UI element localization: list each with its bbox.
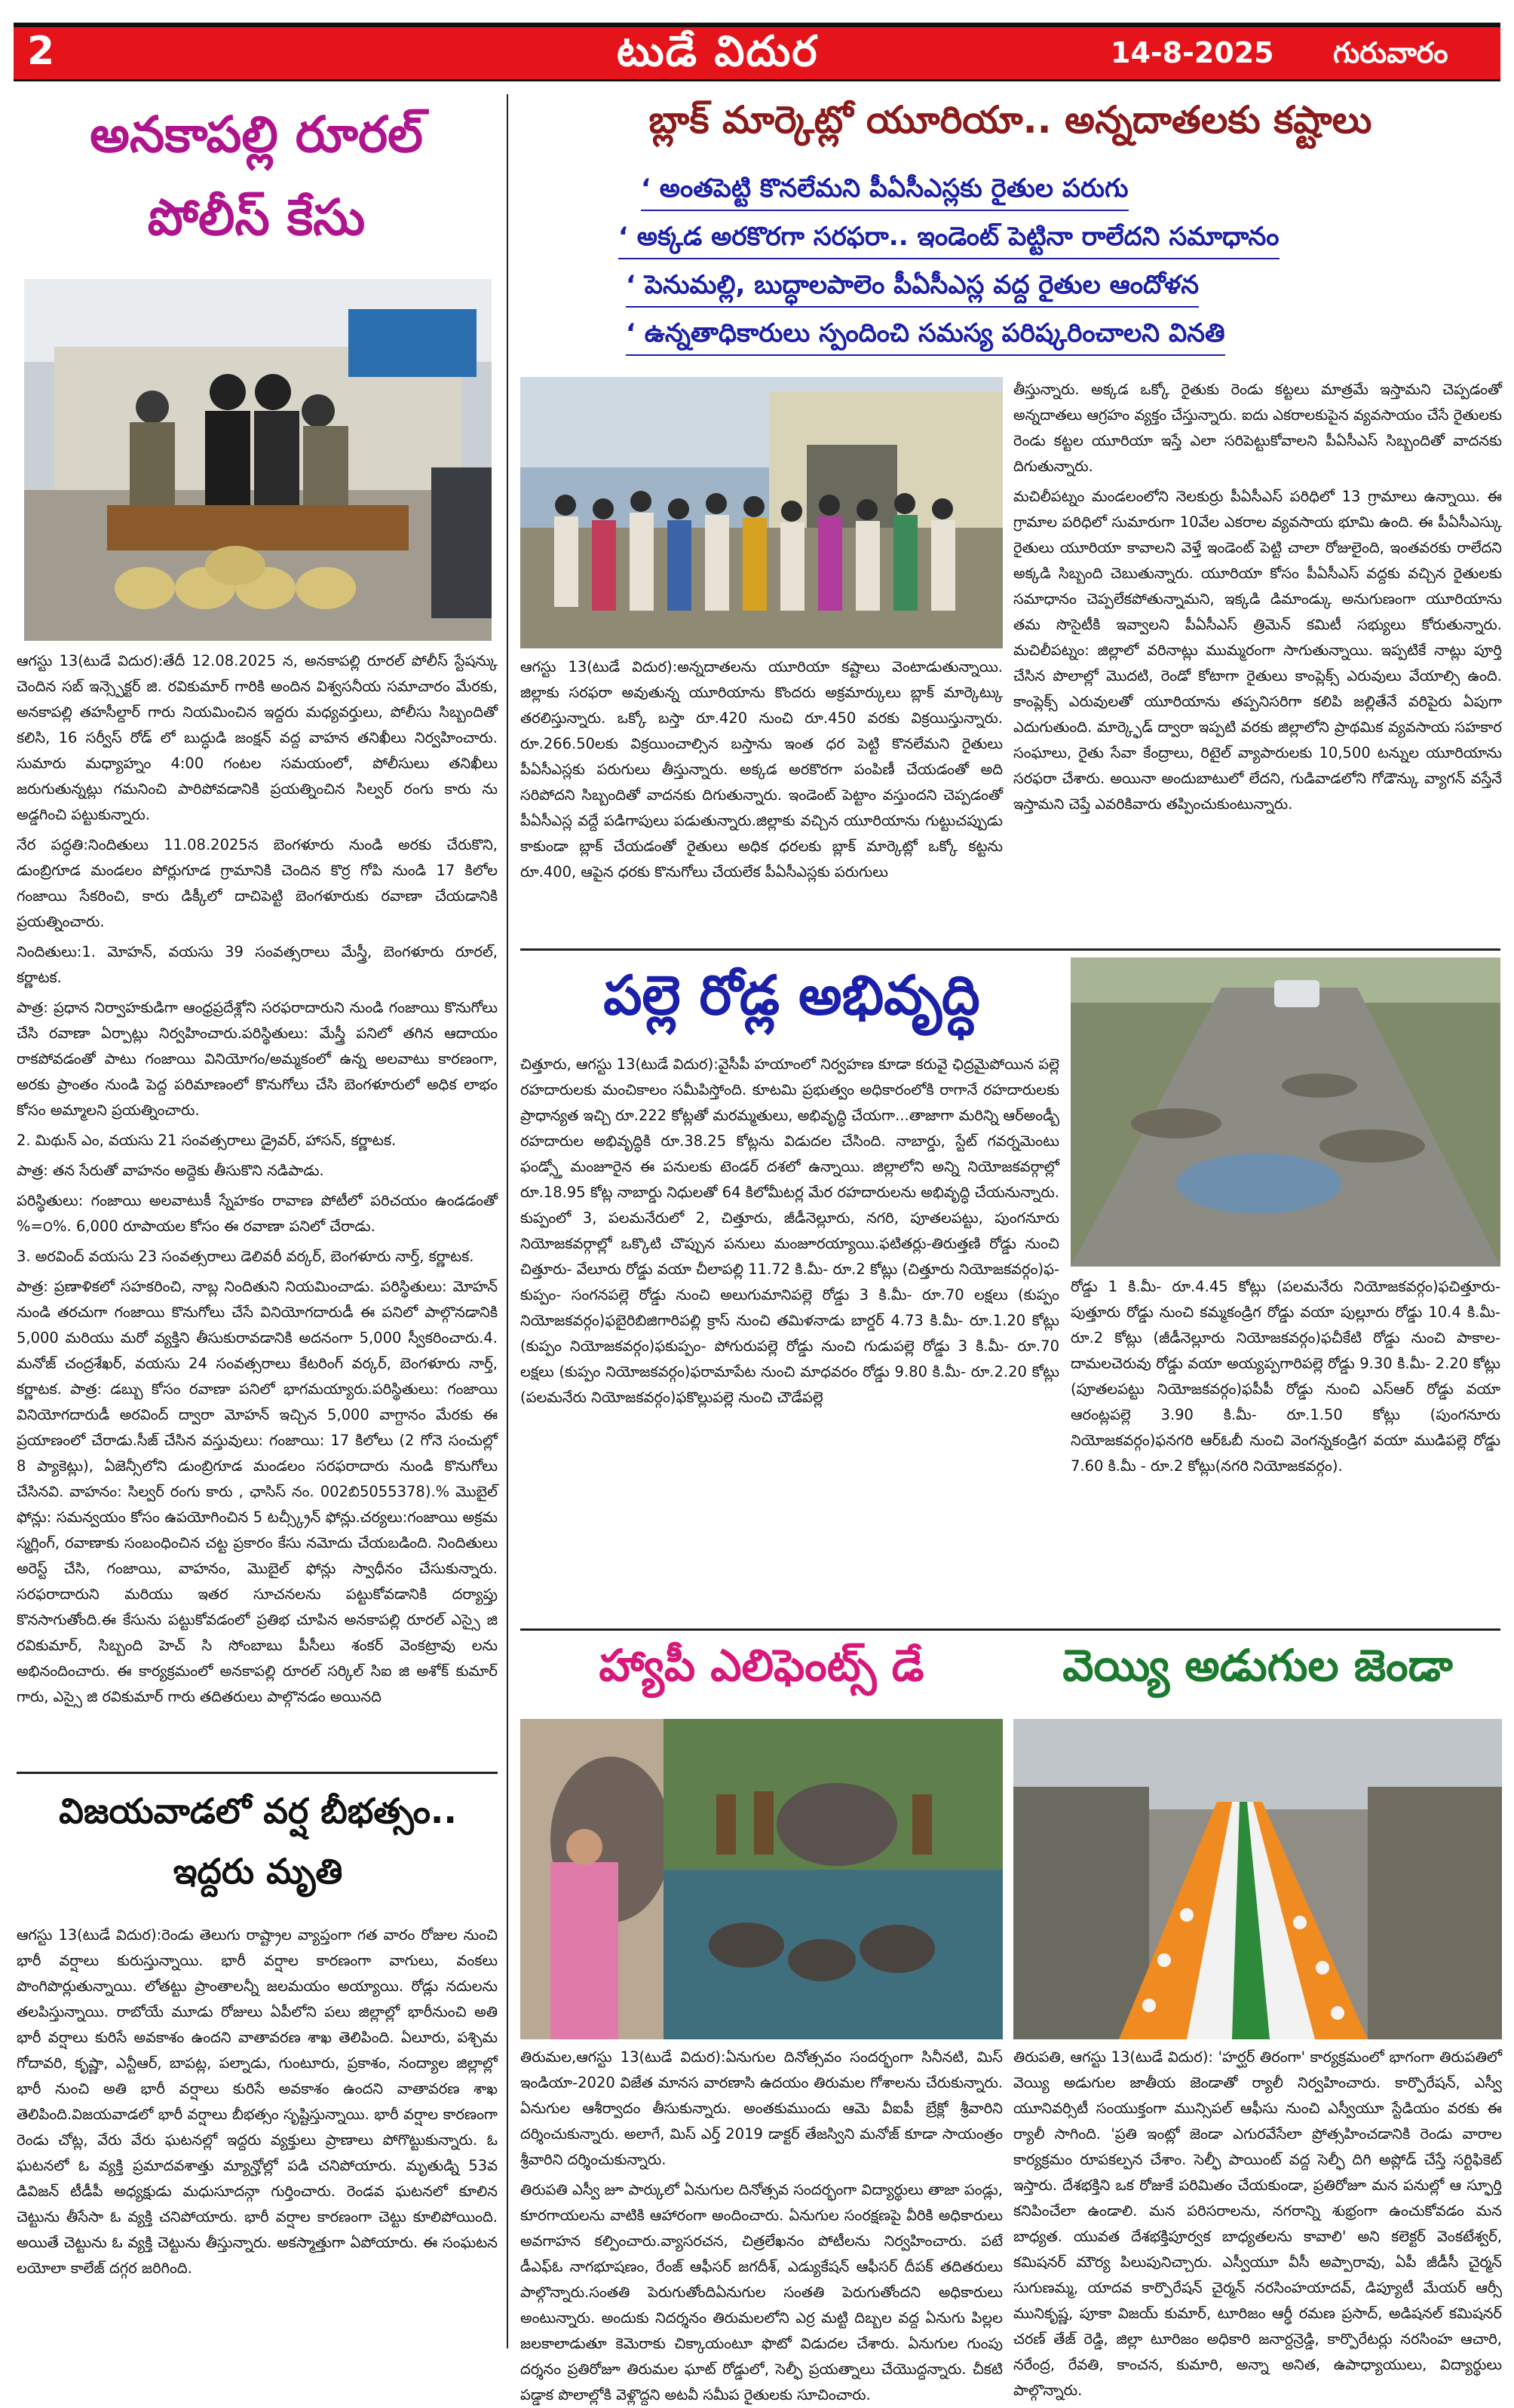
urea-body-left bbox=[520, 654, 1003, 941]
urea-subhead-3: ‘ పెనుమల్లి, బుద్ధాలపాలెం పీఏసీఎస్ల వద్ద రైతుల ఆందోళన bbox=[626, 270, 1199, 308]
rain-body bbox=[17, 1922, 498, 2345]
urea-photo-illustration bbox=[520, 377, 1003, 648]
flag-photo bbox=[1013, 1719, 1502, 2039]
urea-subhead-4: ‘ ఉన్నతాధికారులు స్పందించి సమస్య పరిష్కరించాలని వినతి bbox=[626, 318, 1225, 356]
rain-headline-line2: ఇద్దరు మృతి bbox=[173, 1851, 343, 1892]
flag-photo-illustration bbox=[1013, 1719, 1502, 2039]
police-para-1: ఆగస్టు 13(టుడే విదుర):తేదీ 12.08.2025 న, అనకాపల్లి రూరల్ పోలీస్ స్టేషన్కు చెందిన సబ్ ఇన్స్పెక్టర్ జి. రవికుమార్ గారికి అందిన విశ్వసనీయ సమాచారం మేరకు, అనకాపల్లి తహసీల్దార్ గారు నియమించిన ఇద్దరు మధ్యవర్తులు, పోలీసు సిబ్బందితో కలిసి, 16 సర్వీస్ రోడ్ లో బుద్ధుడి జంక్షన్ వద్ద వాహన తనిఖీలు నిర్వహించారు. సుమారు మధ్యాహ్నం 4:00 గంటల సమయంలో, పోలీసులు తనిఖీలు జరుగుతున్నట్లు గమనించి పారిపోవడానికి ప్రయత్నించిన సిల్వర్ రంగు కారు ను అడ్డగించి పట్టుకున్నారు. bbox=[17, 652, 498, 823]
police-para-6: పాత్ర: తన సేరుతో వాహనం అద్దెకు తీసుకొని నడిపాడు. bbox=[17, 1162, 324, 1179]
elephants-para-1: తిరుమల,ఆగస్టు 13(టుడే విదుర):ఏనుగుల దినోత్సవం సందర్భంగా సినీనటి, మిస్ ఇండియా-2020 విజేత మానస వారణాసి ఉదయం తిరుమల గోశాలను చేరుకున్నారు. ఏనుగుల ఆశీర్వాదం తీసుకున్నారు. అంతకుముందు ఆమె వీఐపీ బ్రేక్లో శ్రీవారిని దర్శించుకున్నారు. అలాగే, మిస్ ఎర్త్ 2019 డాక్టర్ తేజస్విని మనోజ్ కూడా సాయంత్రం శ్రీవారిని దర్శించుకున్నారు. bbox=[520, 2048, 1003, 2168]
urea-subheads bbox=[618, 173, 1485, 366]
masthead-bar bbox=[14, 23, 1500, 81]
elephants-body bbox=[520, 2045, 1003, 2403]
issue-date: 14-8-2025 bbox=[1111, 36, 1274, 69]
urea-left-para-1: ఆగస్టు 13(టుడే విదుర):అన్నదాతలను యూరియా కష్టాలు వెంటాడుతున్నాయి. జిల్లాకు సరఫరా అవుతున్న యూరియాను కొందరు అక్రమార్కులు బ్లాక్ మార్కెట్కు తరలిస్తున్నారు. ఒక్కో బస్తా రూ.420 నుంచి రూ.450 వరకు విక్రయిస్తున్నారు. రూ.266.50లకు విక్రయించాల్సిన బస్తాను ఇంత ధర పెట్టి కొనలేమని రైతులు పీఏసీఎస్లకు పరుగులు తీస్తున్నారు. అక్కడ అరకొరగా పంపిణీ చేయడంతో అది సరిపోదని సిబ్బందితో వాదనకు దిగుతున్నారు. ఇండెంట్ పెట్టాం వస్తుందని చెప్పడంతో పీఏసీఎస్ల వద్దే పడిగాపులు పడుతున్నారు.జిల్లాకు వచ్చిన యూరియాను గుట్టుచప్పుడు కాకుండా బ్లాక్ చేయడంతో రైతులు అధిక ధరలకు బ్లాక్ మార్కెట్లో ఒక్కో కట్టను రూ.400, ఆపైన ధరకు కొనుగోలు చేయలేక పీఏసీఎస్లకు పరుగులు bbox=[520, 658, 1003, 881]
page-number: 2 bbox=[27, 29, 55, 74]
police-para-5: 2. మిథున్ ఎం, వయసు 21 సంవత్సరాలు డ్రైవర్, హాసన్, కర్ణాటక. bbox=[17, 1132, 397, 1149]
police-photo bbox=[24, 279, 492, 641]
paper-name: టుడే విదుర bbox=[617, 27, 819, 76]
roads-body-right bbox=[1071, 1274, 1500, 1621]
police-para-3: నిందితులు:1. మోహన్, వయసు 39 సంవత్సరాలు మేస్త్రీ, బెంగళూరు రూరల్, కర్ణాటక. bbox=[17, 943, 498, 986]
elephants-photo-illustration bbox=[520, 1719, 1003, 2039]
urea-right-para-1: తీస్తున్నారు. అక్కడ ఒక్కో రైతుకు రెండు కట్టలు మాత్రమే ఇస్తామని చెప్పడంతో అన్నదాతలు ఆగ్రహం వ్యక్తం చేస్తున్నారు. ఐదు ఎకరాలకుపైన వ్యవసాయం చేసే రైతులకు రెండు కట్టల యూరియా ఇస్తే ఎలా సరిపెట్టుకోవాలని పీఏసీఎస్ సిబ్బందితో వాదనకు దిగుతున్నారు. bbox=[1013, 381, 1502, 475]
police-para-2: నేర పద్ధతి:నిందితులు 11.08.2025న బెంగళూరు నుండి అరకు చేరుకొని, డుంబ్రిగూడ మండలం పోర్లుగూడ గ్రామానికి చెందిన కొర్ర గోపి నుండి 17 కిలోల గంజాయి సేకరించి, కారు డిక్కీలో దాచిపెట్టి బెంగళూరుకు రవాణా చేయడానికి ప్రయత్నించారు. bbox=[17, 836, 498, 930]
rain-headline-line1: విజయవాడలో వర్ష బీభత్సం.. bbox=[59, 1791, 457, 1831]
roads-headline: పల్లె రోడ్ల అభివృద్ధి bbox=[603, 964, 980, 1027]
elephants-para-2: తిరుపతి ఎస్వీ జూ పార్కులో ఏనుగుల దినోత్సవ సందర్భంగా విద్యార్థులు తాజా పండ్లు, కూరగాయలను వాటికి ఆహారంగా అందించారు. ఏనుగుల సంరక్షణపై వీరికి అధికారులు అవగాహన కల్పించారు.వ్యాసరచన, చిత్రలేఖనం పోటీలను నిర్వహించారు. పటే డీఎఫ్ఓ నాగభూషణం, రేంజ్ ఆఫీసర్ జగదీశ్, ఎడ్యుకేషన్ ఆఫీసర్ దీపక్ తదితరులు పాల్గొన్నారు.సంతతి పెరుగుతోందిఏనుగుల సంతతి పెరుగుతోందని అధికారులు అంటున్నారు. అందుకు నిదర్శనం తిరుమలలోని ఎర్ర మట్టి దిబ్బల వద్ద ఏనుగు పిల్లల జలకాలాడుతూ కెమెరాకు చిక్కాయంటూ ఫొటో విడుదల చేశారు. ఏనుగుల గుంపు దర్శనం ప్రతిరోజూ తిరుమల ఘాట్ రోడ్డులో, సెల్ఫీ ప్రయత్నాలు చేయొద్దన్నారు. చీకటి పడ్డాక పొలాల్లోకి వెళ్లొద్దని అటవీ సమీప రైతులకు సూచించారు. bbox=[520, 2181, 1003, 2403]
urea-right-para-2: మచిలీపట్నం మండలంలోని నెలకుర్రు పీఏసీఎస్ పరిధిలో 13 గ్రామాలు ఉన్నాయి. ఈ గ్రామాల పరిధిలో సుమారుగా 10వేల ఎకరాల వ్యవసాయ భూమి ఉంది. ఈ పీఏసీఎస్కు రైతులు యూరియా కావాలని వెళ్తే ఇండెంట్ పెట్టి చాలా రోజులైంది, ఇంతవరకు రాలేదని అక్కడి సిబ్బంది చెబుతున్నారు. యూరియా కోసం పీఏసీఎస్ వద్దకు వచ్చిన రైతులకు సమాధానం చెప్పలేకపోతున్నామని, ఇక్కడి డిమాండ్కు అనుగుణంగా యూరియాను తమ సొసైటీకి ఇవ్వాలని పీఏసీఎస్ త్రిమెన్ కమిటీ సభ్యులు కోరుతున్నారు. మచిలీపట్నం: జిల్లాలో వరినాట్లు ముమ్మరంగా సాగుతున్నాయి. ఇప్పటికే నాట్లు పూర్తి చేసిన పొలాల్లో మొదటి, రెండో కోటాగా రైతులు కాంప్లెక్స్ ఎరువులు వేయాల్సి ఉంది. కాంప్లెక్స్ ఎరువులతో యూరియాను తప్పనిసరిగా కలిపి జల్లితేనే వరిపైరు ఏపుగా ఎదుగుతుంది. మార్క్ఫెడ్ ద్వారా ఇప్పటి వరకు జిల్లాలోని ప్రాథమిక వ్యవసాయ సహకార సంఘాలు, రైతు సేవా కేంద్రాలు, రిటైల్ వ్యాపారులకు 10,500 టన్నుల యూరియాను సరఫరా చేశారు. అయినా అందుబాటులో లేదని, గుడివాడలోని గోడౌన్కు వ్యాగన్ వస్తేనే ఇస్తామని చెప్తే ఎవరికివారు తప్పించుకుంటున్నారు. bbox=[1013, 488, 1502, 813]
roads-right-para-1: రోడ్డు 1 కి.మీ- రూ.4.45 కోట్లు (పలమనేరు నియోజకవర్గం)ఫచిత్తూరు- పుత్తూరు రోడ్డు నుంచి కమ్మకండ్రిగ రోడ్డు వయా పుల్లూరు రోడ్డు 10.4 కి.మీ- రూ.2 కోట్లు (జీడీనెల్లూరు నియోజకవర్గం)ఫచీకేటి రోడ్డు నుంచి పాకాల- దామలచెరువు రోడ్డు వయా అయ్యప్పగారిపల్లె రోడ్డు 9.30 కి.మీ- 2.20 కోట్లు (పూతలపట్టు నియోజకవర్గం)ఫపీపీ రోడ్డు నుంచి ఎస్ఆర్ రోడ్డు వయా ఆరంట్లపల్లె 3.90 కి.మీ- రూ.1.50 కోట్లు (పుంగనూరు నియోజకవర్గం)ఫనగరి ఆర్ఓబీ నుంచి వెంగన్నకండ్రిగ వయా ముడిపల్లె రోడ్డు 7.60 కి.మీ - రూ.2 కోట్లు(నగరి నియోజకవర్గం). bbox=[1071, 1278, 1500, 1475]
flag-para-1: తిరుపతి, ఆగస్టు 13(టుడే విదుర): 'హర్ఘర్ తిరంగా' కార్యక్రమంలో భాగంగా తిరుపతిలో వెయ్యి అడుగుల జాతీయ జెండాతో ర్యాలీ నిర్వహించారు. కార్పొరేషన్, ఎస్వీ యూనివర్సిటీ సంయుక్తంగా మున్సిపల్ ఆఫీసు నుంచి ఎస్వీయూ స్టేడియం వరకు ఈ ర్యాలీ సాగింది. 'ప్రతి ఇంట్లో జెండా ఎగురవేసేలా ప్రోత్సహించడానికి రెండు వారాల కార్యక్రమం రూపకల్పన చేశాం. సెల్ఫీ పాయింట్ వద్ద సెల్ఫీ దిగి అప్లోడ్ చేస్తే సర్టిఫికెట్ ఇస్తారు. దేశభక్తిని ఒక రోజుకే పరిమితం చేయకుండా, ప్రతిరోజూ మన పనుల్లో ఆ స్ఫూర్తి కనిపించేలా ఉండాలి. మన పరిసరాలను, నగరాన్ని శుభ్రంగా ఉంచుకోవడం మన బాధ్యత. యువత దేశభక్తిపూర్వక బాధ్యతలను కావాలి' అని కలెక్టర్ వెంకటేశ్వర్, కమిషనర్ మౌర్య పిలుపునిచ్చారు. ఎస్వీయూ వీసీ అప్పారావు, ఏపీ జీడీసీ చైర్మన్ సుగుణమ్మ, యాదవ కార్పొరేషన్ చైర్మన్ నరసింహయాదవ్, డిప్యూటీ మేయర్ ఆర్సీ మునికృష్ణ, పూకా విజయ్ కుమార్, టూరిజం ఆర్ఢీ రమణ ప్రసాద్, అడిషనల్ కమిషనర్ చరణ్ తేజ్ రెడ్డి, జిల్లా టూరిజం అధికారి జనార్దన్రెడ్డి, కార్పొరేటర్లు నరసింహ ఆచారి, నరేంద్ర, రేవతి, కాంచన, కుమారి, అన్నా అనిత, ఉపాధ్యాయులు, విద్యార్థులు పాల్గొన్నారు. bbox=[1013, 2048, 1502, 2399]
police-headline-line1: అనకాపల్లి రూరల్ bbox=[90, 106, 423, 164]
urea-bottom-divider bbox=[520, 948, 1500, 951]
rain-para-1: ఆగస్టు 13(టుడే విదుర):రెండు తెలుగు రాష్ట్రాల వ్యాప్తంగా గత వారం రోజుల నుంచి భారీ వర్షాలు కురుస్తున్నాయి. భారీ వర్షాల కారణంగా వాగులు, వంకలు పొంగిపొర్లుతున్నాయి. లోతట్టు ప్రాంతాలన్నీ జలమయం అయ్యాయి. రోడ్లు నదులను తలపిస్తున్నాయి. రాబోయే మూడు రోజులు ఏపీలోని పలు జిల్లాల్లో భారీనుంచి అతి భారీ వర్షాలు కురిసే అవకాశం ఉందని వాతావరణ శాఖ తెలిపింది. ఏలూరు, పశ్చిమ గోదావరి, కృష్ణా, ఎన్టీఆర్, బాపట్ల, పల్నాడు, గుంటూరు, ప్రకాశం, నంద్యాల జిల్లాల్లో భారీ నుంచి అతి భారీ వర్షాలు కురిసే అవకాశం ఉందని వాతావరణ శాఖ తెలిపింది.విజయవాడలో భారీ వర్షాలు బీభత్సం సృష్టిస్తున్నాయి. భారీ వర్షాల కారణంగా రెండు చోట్ల, వేరు వేరు ఘటనల్లో ఇద్దరు వ్యక్తులు ప్రాణాలు పోగొట్టుకున్నారు. ఓ ఘటనలో ఓ వ్యక్తి ప్రమాదవశాత్తు మ్యాన్హోల్లో పడి చనిపోయారు. మృతుడ్ని 53వ డివిజన్ టీడీపీ అధ్యక్షుడు మధుసూదన్గా గుర్తించారు. రెండవ ఘటనలో కూలిన చెట్టును తీసేసా ఓ వ్యక్తి చనిపోయారు. భారీ వర్షాల కారణంగా చెట్టు కూలిపోయింది. అయితే చెట్టును ఓ వ్యక్తి చెట్టును తీస్తున్నారు. అకస్మాత్తుగా ఏపోయారు. ఈ సంఘటన లయోలా కాలేజ్ దగ్గర జరిగింది. bbox=[17, 1926, 498, 2277]
urea-subhead-2: ‘ అక్కడ అరకొరగా సరఫరా.. ఇండెంట్ పెట్టినా రాలేదని సమాధానం bbox=[618, 222, 1280, 259]
police-photo-illustration bbox=[24, 279, 492, 641]
roads-bottom-divider bbox=[520, 1628, 1500, 1631]
police-headline-line2: పోలీస్ కేసు bbox=[147, 188, 366, 247]
police-body bbox=[17, 648, 498, 1764]
police-para-8: 3. అరవింద్ వయసు 23 సంవత్సరాలు డెలివరీ వర్కర్, బెంగళూరు నార్త్, కర్ణాటక. bbox=[17, 1248, 474, 1265]
left-divider bbox=[17, 1772, 498, 1774]
police-para-7: పరిస్థితులు: గంజాయి అలవాటుకీ స్నేహకం రావాణ పోటీలో పరిచయం ఉండడంతో %=౦%. 6,000 రూపాయల కోసం ఈ రవాణా పనిలో చేరాడు. bbox=[17, 1192, 498, 1235]
urea-body-right bbox=[1013, 377, 1502, 941]
elephants-headline: హ్యాపీ ఎలిఫెంట్స్ డే bbox=[599, 1640, 924, 1691]
police-para-9: పాత్ర: ప్రణాళికలో సహకరించి, నాబ్ల నిందితుని నియమించాడు. పరిస్థితులు: మోహన్ నుండి తరచుగా గంజాయి కొనుగోలు చేసే వినియోగదారుడీ ఈ పనిలో పాల్గొనడానికి 5,000 మరియు మరో వ్యక్తిని తీసుకురావడానికి అదనంగా 5,000 స్వీకరించారు.4. మనోజ్ చంద్రశేఖర్, వయసు 24 సంవత్సరాలు కేటరింగ్ వర్కర్, బెంగళూరు నార్త్, కర్ణాటక. పాత్ర: డబ్బు కోసం రవాణా పనిలో భాగమయ్యారు.పరిస్థితులు: గంజాయి వినియోగదారుడీ అరవింద్ ద్వారా మోహన్ ఇచ్చిన 5,000 వాగ్దానం మేరకు ఈ ప్రయాణంలో చేరాడు.సీజ్ చేసిన వస్తువులు: గంజాయి: 17 కిలోలు (2 గోనె సంచుల్లో 8 ప్యాకెట్లు), ఏజెన్సీలోని డుంబ్రిగూడ మండలం సరఫరాదారు నుండి కొనుగోలు చేసినవి. వాహనం: సిల్వర్ రంగు కారు , ఛాసిస్ నం. 002బి5055378).% మొబైల్ ఫోన్లు: సమన్వయం కోసం ఉపయోగించిన 5 టచ్స్క్రీన్ ఫోన్లు.చర్యలు:గంజాయి అక్రమ స్మగ్లింగ్, రవాణాకు సంబంధించిన చట్ట ప్రకారం కేసు నమోదు చేయబడింది. నిందితులు అరెస్ట్ చేసి, గంజాయి, వాహనం, మొబైల్ ఫోన్లు స్వాధీనం చేసుకున్నారు. సరఫరాదారుని మరియు ఇతర సూచనలను పట్టుకోవడానికి దర్యాప్తు కొనసాగుతోంది.ఈ కేసును పట్టుకోవడంలో ప్రతిభ చూపిన అనకాపల్లి రూరల్ ఎస్సై జి రవికుమార్, సిబ్బంది హెచ్ సి సోంబాబు పీసీలు శంకర్ వెంకట్రావు లను అభినందించారు. ఈ కార్యక్రమంలో అనకాపల్లి రూరల్ సర్కిల్ సిఐ జి అశోక్ కుమార్ గారు, ఎస్సై జి రవికుమార్ గారు తదితరులు పాల్గొనడం అయినది bbox=[17, 1278, 498, 1705]
roads-body bbox=[520, 1052, 1059, 1621]
elephants-photo bbox=[520, 1719, 1003, 2039]
flag-body bbox=[1013, 2045, 1502, 2399]
urea-subhead-1: ‘ అంతపెట్టి కొనలేమని పీఏసీఎస్లకు రైతుల పరుగు bbox=[641, 173, 1129, 211]
roads-photo-illustration bbox=[1071, 957, 1500, 1267]
roads-photo bbox=[1071, 957, 1500, 1267]
police-para-4: పాత్ర: ప్రధాన నిర్వాహకుడిగా ఆంధ్రప్రదేశ్లోని సరఫరాదారుని నుండి గంజాయి కొనుగోలు చేసి రవాణా ఏర్పాట్లు నిర్వహించారు.పరిస్థితులు: మేస్త్రీ పనిలో తగిన ఆదాయం రాకపోవడంతో పాటు గంజాయి వినియోగం/అమ్మకంలో ఉన్న అలవాటు కారణంగా, అరకు ప్రాంతం నుండి పెద్ద పరిమాణంలో కొనుగోలు చేసి బెంగళూరులో అధిక లాభం కోసం అమ్మాలని ప్రయత్నించారు. bbox=[17, 999, 498, 1119]
urea-headline: బ్లాక్ మార్కెట్లో యూరియా.. అన్నదాతలకు కష్టాలు bbox=[648, 98, 1372, 142]
urea-photo bbox=[520, 377, 1003, 648]
roads-para-1: చిత్తూరు, ఆగస్టు 13(టుడే విదుర):వైసీపీ హయాంలో నిర్వహణ కూడా కరువై ఛిద్రమైపోయిన పల్లె రహదారులకు మంచికాలం సమీపిస్తోంది. కూటమి ప్రభుత్వం అధికారంలోకి రాగానే రహదారులకు ప్రాధాన్యత ఇచ్చి రూ.222 కోట్లతో మరమ్మతులు, అభివృద్ధి చేయగా...తాజాగా మరిన్ని ఆర్అండ్బీ రహదారుల అభివృద్ధికి రూ.38.25 కోట్లను విడుదల చేసింది. నాబార్డు, స్టేట్ గవర్నమెంటు ఫండ్స్తో మంజూరైన ఈ పనులకు టెండర్ దశలో ఉన్నాయి. జిల్లాలోని అన్ని నియోజకవర్గాల్లో రూ.18.95 కోట్ల నాబార్డు నిధులతో 64 కిలోమీటర్ల మేర రహదారులను అభివృద్ధి చేయనున్నారు. కుప్పంలో 3, పలమనేరులో 2, చిత్తూరు, జీడీనెల్లూరు, నగరి, పూతలపట్టు, పుంగనూరు నియోజకవర్గాల్లో ఒక్కొటి చొప్పున పనులు మంజూరయ్యాయి.ఫటితర్లు-తిరుత్తణి రోడ్డు నుంచి చిత్తూరు- వేలూరు రోడ్డు వయా చీలాపల్లి 11.72 కి.మీ- రూ.2 కోట్లు (చిత్తూరు నియోజకవర్గం)ఫ-కుప్పం- సంగనపల్లె రోడ్డు నుంచి అలుగుమానిపల్లె రోడ్డు 3 కి.మీ- రూ.70 లక్షలు (కుప్పం నియోజకవర్గం)ఫబైరిబిజిగారిపల్లి క్రాస్ నుంచి తమిళనాడు బార్డర్ 4.73 కి.మీ- రూ.1.20 కోట్లు (కుప్పం నియోజకవర్గం)ఫకుప్పం- పోగురుపల్లె రోడ్డు నుంచి గుడుపల్లె రోడ్డు 3 కి.మీ- రూ.70 లక్షలు (కుప్పం నియోజకవర్గం)ఫరామాపేట నుంచి మాధవరం రోడ్డు 9.80 కి.మీ- రూ.2.20 కోట్లు (పలమనేరు నియోజకవర్గం)ఫకొల్లుపల్లె నుంచి చౌడేపల్లె bbox=[520, 1055, 1059, 1406]
flag-headline: వెయ్యి అడుగుల జెండా bbox=[1062, 1640, 1453, 1691]
column-divider bbox=[507, 94, 508, 2348]
issue-weekday: గురువారం bbox=[1333, 36, 1448, 69]
